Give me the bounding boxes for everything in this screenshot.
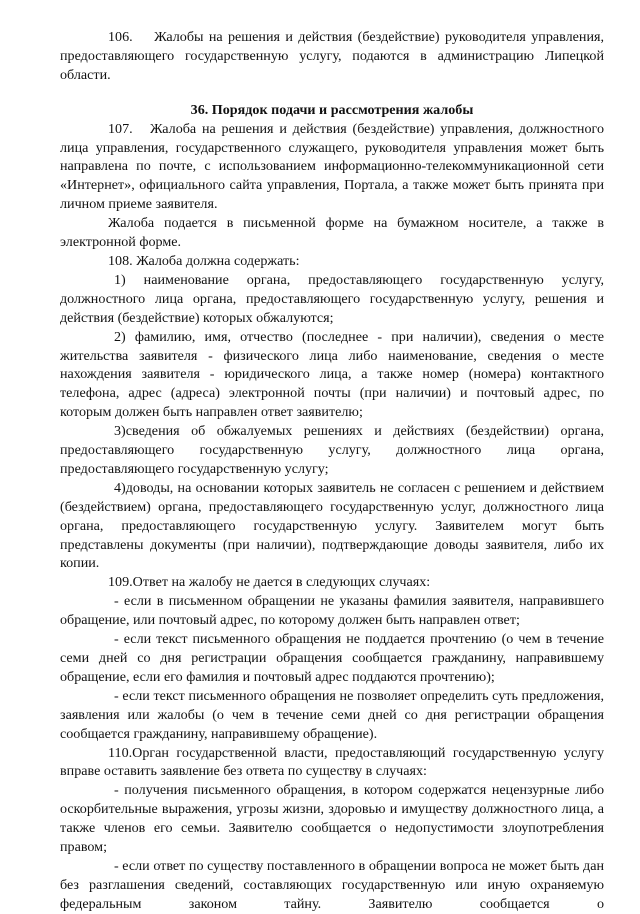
paragraph-109: 109.Ответ на жалобу не дается в следующих случаях: xyxy=(108,574,431,591)
dash-item-1: - если в письменном обращении не указаны фамилия заявителя, направившего обращение, или почтовый адрес, по которому должен быть направлен ответ; xyxy=(60,593,604,629)
paragraph-110: 110.Орган государственной власти, предоставляющий государственную услугу вправе оставить заявление без ответа по существу в случаях: xyxy=(60,744,604,780)
paragraph-106: 106. Жалобы на решения и действия (бездействие) руководителя управления, предоставляющего государственную услугу, подаются в администрацию Липецкой области. xyxy=(60,29,604,83)
dash-item-2: - если текст письменного обращения не поддается прочтению (о чем в течение семи дней со дня регистрации обращения сообщается гражданину, направившему обращение, если его фамилия и почтовый адрес поддаются прочтению); xyxy=(60,631,604,685)
paragraph-107: 107. Жалоба на решения и действия (бездействие) управления, должностного лица управления, государственного служащего, руководителя управления может быть направлена по почте, с использованием информационно-телекоммуникационной сети «Интернет», официального сайта управления, Портала, а также может быть принята при личном приеме заявителя. xyxy=(60,120,604,213)
section-heading: 36. Порядок подачи и рассмотрения жалобы xyxy=(190,101,474,118)
list-item-2: 2) фамилию, имя, отчество (последнее - при наличии), сведения о месте жительства заявителя - физического лица либо наименование, сведения о месте нахождения заявителя - юридического лица, а также номер (номера) контактного телефона, адрес (адреса) электронной почты (при наличии) и почтовый адрес, по которым должен быть направлен ответ заявителю; xyxy=(60,328,604,421)
dash-item-4: - получения письменного обращения, в котором содержатся нецензурные либо оскорбительные выражения, угрозы жизни, здоровью и имуществу должностного лица, а также членов его семьи. Заявителю сообщается о недопустимости злоупотребления правом; xyxy=(60,782,604,856)
paragraph-107-form: Жалоба подается в письменной форме на бумажном носителе, а также в электронной форме. xyxy=(60,215,604,251)
dash-item-5: - если ответ по существу поставленного в обращении вопроса не может быть дан без разглашения сведений, составляющих государственную или иную охраняемую федеральным законом тайну. Заявителю сообщается о xyxy=(60,857,604,912)
dash-item-3: - если текст письменного обращения не позволяет определить суть предложения, заявления или жалобы (о чем в течение семи дней со дня регистрации обращения сообщается гражданину, направившему обращение). xyxy=(60,687,604,742)
paragraph-108: 108. Жалоба должна содержать: xyxy=(108,252,300,269)
list-item-3: 3)сведения об обжалуемых решениях и действиях (бездействии) органа, предоставляющего государственную услугу, должностного лица органа, предоставляющего государственную услугу; xyxy=(60,423,604,477)
list-item-4: 4)доводы, на основании которых заявитель не согласен с решением и действием (бездействием) органа, предоставляющего государственную услуг, должностного лица органа, предоставляющего государственную услугу. Заявителем могут быть представлены документы (при наличии), подтверждающие доводы заявителя, либо их копии. xyxy=(60,479,604,572)
list-item-1: 1) наименование органа, предоставляющего государственную услугу, должностного лица органа, предоставляющего государственную услугу, решения и действия (бездействие) которых обжалуются; xyxy=(60,271,604,326)
